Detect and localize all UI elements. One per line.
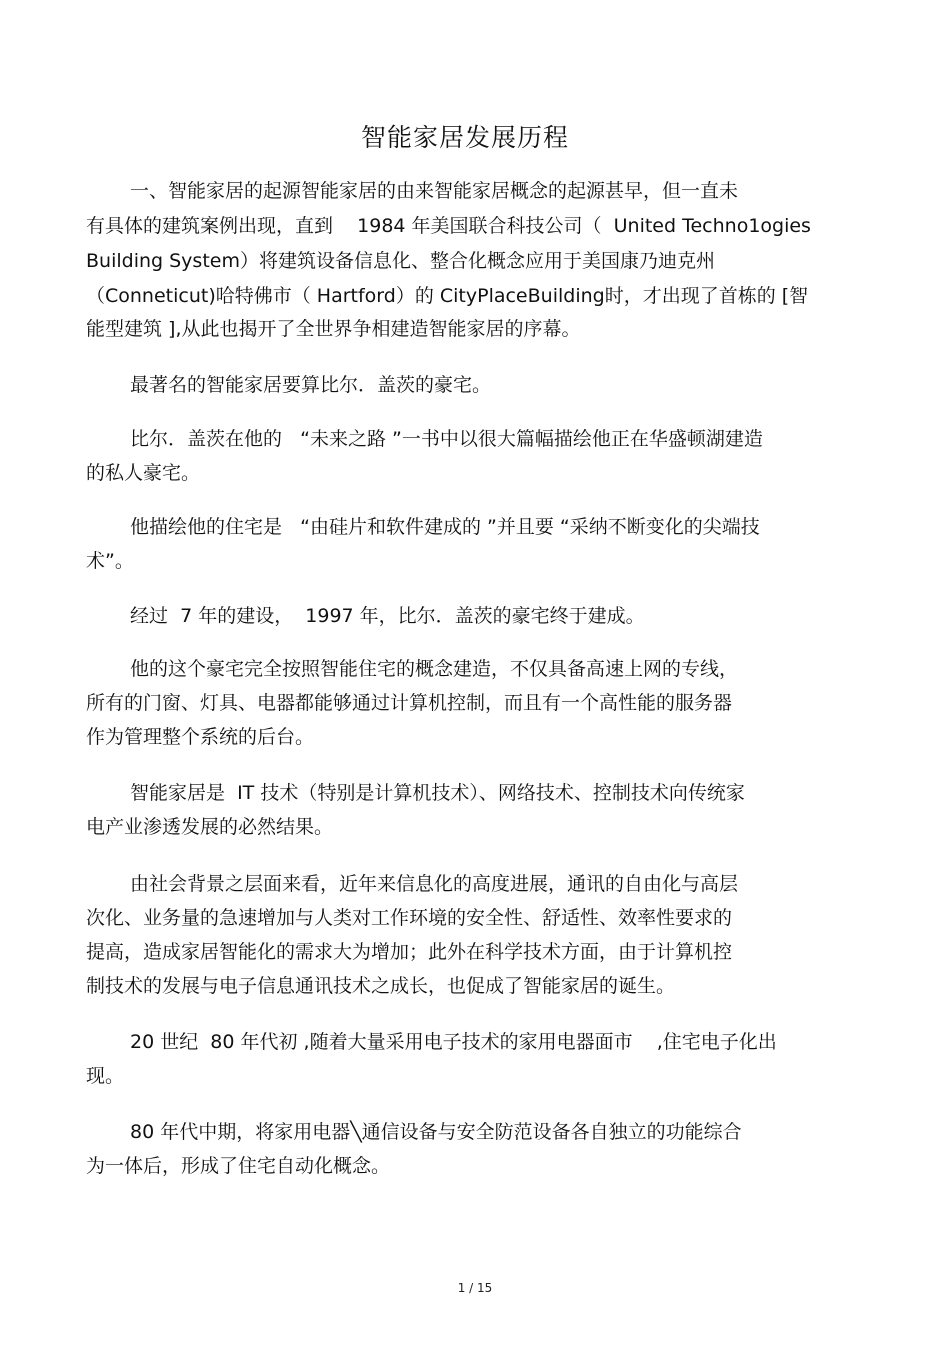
paragraph-line: 一、智能家居的起源智能家居的由来智能家居概念的起源甚早，但一直未: [130, 180, 739, 202]
paragraph-line: 作为管理整个系统的后台。: [86, 726, 315, 748]
paragraph-line: 能型建筑 ],从此也揭开了全世界争相建造智能家居的序幕。: [86, 318, 581, 340]
paragraph-line: 术”。: [86, 550, 134, 572]
paragraph-line: （Conneticut)哈特佛市（ Hartford）的 CityPlaceBuilding时，才出现了首栋的 [智: [86, 285, 809, 307]
paragraph-line: 最著名的智能家居要算比尔．盖茨的豪宅。: [130, 374, 492, 396]
paragraph-line: 所有的门窗、灯具、电器都能够通过计算机控制，而且有一个高性能的服务器: [86, 692, 733, 714]
paragraph-line: 由社会背景之层面来看，近年来信息化的高度进展，通讯的自由化与高层: [130, 873, 739, 895]
paragraph-line: Building System）将建筑设备信息化、整合化概念应用于美国康乃迪克州: [86, 250, 715, 272]
paragraph-line: 电产业渗透发展的必然结果。: [86, 816, 334, 838]
paragraph-line: 现。: [86, 1065, 125, 1087]
paragraph-line: 他的这个豪宅完全按照智能住宅的概念建造，不仅具备高速上网的专线，: [130, 658, 739, 680]
paragraph-line: 80 年代中期，将家用电器╲通信设备与安全防范设备各自独立的功能综合: [130, 1121, 742, 1143]
paragraph-line: 为一体后，形成了住宅自动化概念。: [86, 1155, 391, 1177]
paragraph-line: 制技术的发展与电子信息通讯技术之成长，也促成了智能家居的诞生。: [86, 975, 676, 997]
paragraph-line: 有具体的建筑案例出现，直到 1984 年美国联合科技公司（ United Techno1ogies: [86, 215, 811, 237]
paragraph-line: 经过 7 年的建设， 1997 年，比尔．盖茨的豪宅终于建成。: [130, 605, 645, 627]
paragraph-line: 他描绘他的住宅是 “由硅片和软件建成的 ”并且要 “采纳不断变化的尖端技: [130, 516, 760, 538]
page-number: 1 / 15: [457, 1281, 493, 1295]
paragraph-line: 次化、业务量的急速增加与人类对工作环境的安全性、舒适性、效率性要求的: [86, 907, 733, 929]
paragraph-line: 的私人豪宅。: [86, 462, 201, 484]
paragraph-line: 20 世纪 80 年代初 ,随着大量采用电子技术的家用电器面市 ,住宅电子化出: [130, 1031, 777, 1053]
paragraph-line: 智能家居是 IT 技术（特别是计算机技术）、网络技术、控制技术向传统家: [130, 782, 745, 804]
paragraph-line: 提高，造成家居智能化的需求大为增加；此外在科学技术方面，由于计算机控: [86, 941, 733, 963]
paragraph-line: 比尔．盖茨在他的 “未来之路 ”一书中以很大篇幅描绘他正在华盛顿湖建造: [130, 428, 763, 450]
page-title: 智能家居发展历程: [360, 123, 569, 152]
